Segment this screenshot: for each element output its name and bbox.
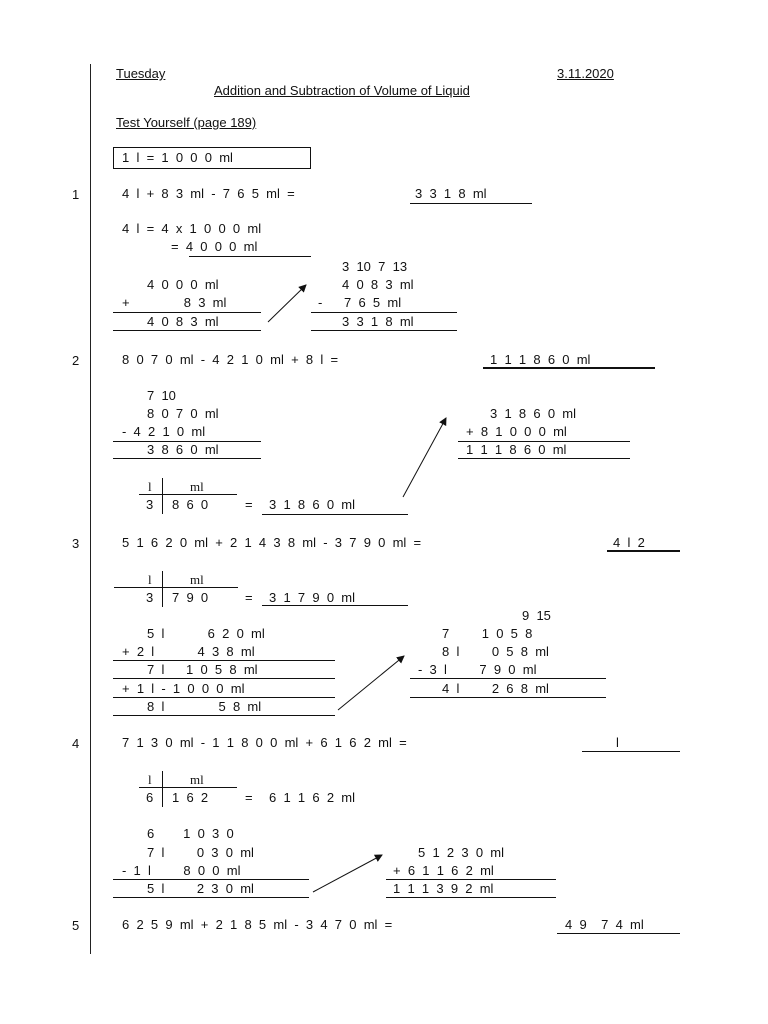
q2-sub-result: 3 8 6 0 ml [147, 442, 219, 457]
equals-sign: = [245, 497, 253, 512]
q3-left-row-1: 5 l 6 2 0 ml [147, 626, 265, 641]
q4-table-result: 6 1 1 6 2 ml [269, 790, 355, 805]
q3-right-row-2: 8 l 0 5 8 ml [442, 644, 549, 659]
question-5-answer: 4 9 7 4 ml [565, 917, 644, 932]
question-number: 4 [72, 736, 80, 751]
question-number: 1 [72, 187, 80, 202]
q1-conversion-2: = 4 0 0 0 ml [171, 239, 258, 254]
table-l-value: 3 [146, 590, 154, 605]
question-1-line: 4 l + 8 3 ml - 7 6 5 ml = [122, 186, 295, 201]
section-subtitle: Test Yourself (page 189) [116, 115, 257, 130]
arrow-q4 [313, 855, 382, 892]
q4-right-row-2: + 6 1 1 6 2 ml [393, 863, 494, 878]
table-ml-value: 8 6 0 [172, 497, 209, 512]
q3-left-result: 8 l 5 8 ml [147, 699, 262, 714]
q1-add-result: 4 0 8 3 ml [147, 314, 219, 329]
table-head-l: l [148, 572, 152, 587]
q1-sub-row-1: 4 0 8 3 ml [342, 277, 414, 292]
q4-left-row-2: - 1 l 8 0 0 ml [122, 863, 241, 878]
q3-table-result: 3 1 7 9 0 ml [269, 590, 355, 605]
q3-left-row-4: + 1 l - 1 0 0 0 ml [122, 681, 245, 696]
table-head-ml: ml [190, 572, 204, 587]
q4-left-row-1: 7 l 0 3 0 ml [147, 845, 254, 860]
q2-add-row-2: + 8 1 0 0 0 ml [466, 424, 567, 439]
q3-left-row-2: + 2 l 4 3 8 ml [122, 644, 255, 659]
table-ml-value: 1 6 2 [172, 790, 209, 805]
question-3-line: 5 1 6 2 0 ml + 2 1 4 3 8 ml - 3 7 9 0 ml = [122, 535, 422, 550]
question-number: 5 [72, 918, 80, 933]
table-l-value: 6 [146, 790, 154, 805]
question-1-answer: 3 3 1 8 ml [415, 186, 487, 201]
table-l-value: 3 [146, 497, 154, 512]
day-label: Tuesday [116, 66, 166, 81]
arrow-q2 [403, 418, 446, 497]
q2-sub-row-2: - 4 2 1 0 ml [122, 424, 206, 439]
q3-right-row-1: 7 1 0 5 8 [442, 626, 533, 641]
q2-sub-row-1: 8 0 7 0 ml [147, 406, 219, 421]
page-title: Addition and Subtraction of Volume of Liquid [214, 83, 470, 98]
question-4-answer: l [616, 735, 619, 750]
question-number: 3 [72, 536, 80, 551]
q2-add-result: 1 1 1 8 6 0 ml [466, 442, 567, 457]
q3-right-row-3: - 3 l 7 9 0 ml [418, 662, 537, 677]
equals-sign: = [245, 590, 253, 605]
date-label: 3.11.2020 [557, 66, 614, 81]
q1-add-row-2: + 8 3 ml [122, 295, 227, 310]
q2-table-result: 3 1 8 6 0 ml [269, 497, 355, 512]
arrow-q1 [268, 285, 306, 322]
q1-add-row-1: 4 0 0 0 ml [147, 277, 219, 292]
table-ml-value: 7 9 0 [172, 590, 209, 605]
conversion-text: 1 l = 1 0 0 0 ml [122, 150, 233, 165]
q1-conversion-1: 4 l = 4 x 1 0 0 0 ml [122, 221, 262, 236]
q4-left-result: 5 l 2 3 0 ml [147, 881, 254, 896]
q4-carry: 6 1 0 3 0 [147, 826, 234, 841]
table-head-ml: ml [190, 479, 204, 494]
q3-right-result: 4 l 2 6 8 ml [442, 681, 549, 696]
q1-sub-row-2: - 7 6 5 ml [318, 295, 402, 310]
question-number: 2 [72, 353, 80, 368]
equals-sign: = [245, 790, 253, 805]
q4-right-result: 1 1 1 3 9 2 ml [393, 881, 494, 896]
question-5-line: 6 2 5 9 ml + 2 1 8 5 ml - 3 4 7 0 ml = [122, 917, 393, 932]
table-head-l: l [148, 772, 152, 787]
arrow-q3 [338, 656, 404, 710]
q4-right-row-1: 5 1 2 3 0 ml [418, 845, 504, 860]
question-3-answer: 4 l 2 [613, 535, 645, 550]
q3-carry: 9 15 [522, 608, 551, 623]
q3-left-row-3: 7 l 1 0 5 8 ml [147, 662, 258, 677]
q2-carry: 7 10 [147, 388, 176, 403]
table-head-l: l [148, 479, 152, 494]
question-4-line: 7 1 3 0 ml - 1 1 8 0 0 ml + 6 1 6 2 ml = [122, 735, 407, 750]
q1-sub-result: 3 3 1 8 ml [342, 314, 414, 329]
table-head-ml: ml [190, 772, 204, 787]
question-2-line: 8 0 7 0 ml - 4 2 1 0 ml + 8 l = [122, 352, 339, 367]
q2-add-row-1: 3 1 8 6 0 ml [490, 406, 576, 421]
q1-carry: 3 10 7 13 [342, 259, 408, 274]
question-2-answer: 1 1 1 8 6 0 ml [490, 352, 591, 367]
